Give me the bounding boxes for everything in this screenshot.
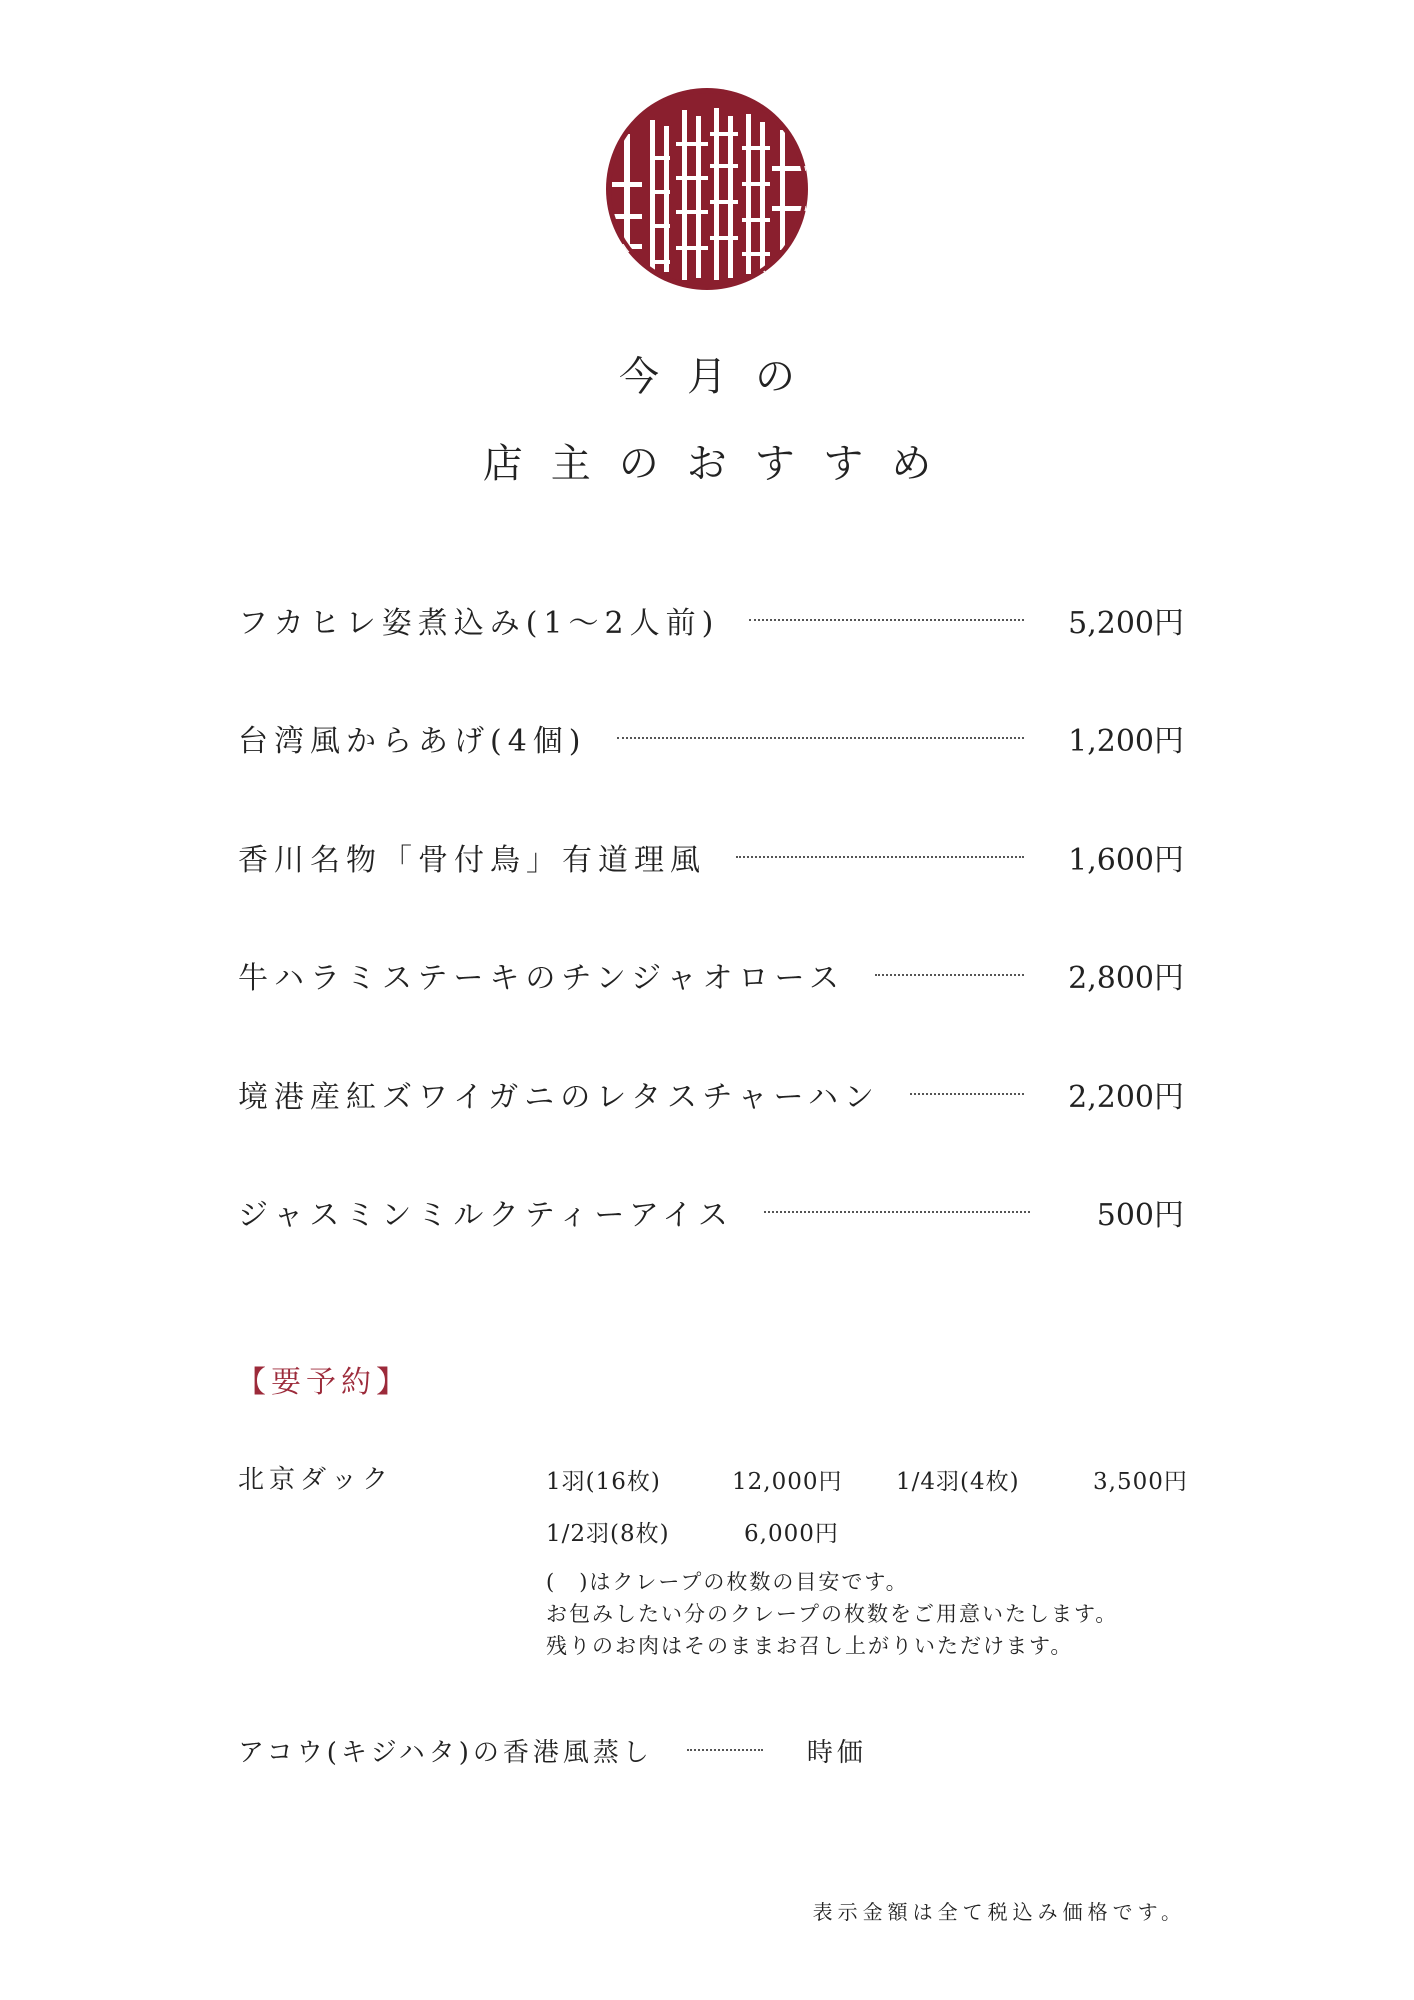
duck-option-label: 1/2羽(8枚)	[546, 1521, 670, 1547]
menu-item	[238, 714, 1184, 762]
menu-item-name: 台湾風からあげ(4個)	[238, 724, 587, 759]
reservation-heading: 【要予約】	[236, 1365, 411, 1400]
menu-item	[238, 1070, 1184, 1118]
fish-item-name: アコウ(キジハタ)の香港風蒸し	[238, 1737, 653, 1768]
dotted-leader	[875, 974, 1024, 976]
seal-icon	[604, 86, 810, 292]
dotted-leader	[749, 619, 1024, 621]
menu-item-name: 香川名物「骨付鳥」有道理風	[238, 843, 706, 878]
menu-item-price: 500円	[1096, 1198, 1184, 1233]
duck-note-line: 残りのお肉はそのままお召し上がりいただけます。	[546, 1634, 1074, 1658]
menu-item-price: 2,200円	[1068, 1080, 1184, 1115]
menu-item	[238, 596, 1184, 644]
fish-item-price: 時価	[806, 1737, 867, 1768]
menu-item-price: 5,200円	[1068, 606, 1184, 641]
duck-option-price: 12,000円	[732, 1469, 843, 1495]
menu-item	[238, 833, 1184, 881]
menu-item-name: ジャスミンミルクティーアイス	[238, 1198, 734, 1233]
dotted-leader	[687, 1749, 763, 1751]
restaurant-seal-logo	[604, 86, 810, 292]
menu-item-name: 境港産紅ズワイガニのレタスチャーハン	[238, 1080, 880, 1115]
page-title-line1: 今月の	[619, 354, 823, 400]
duck-note-line: ( )はクレープの枚数の目安です。	[546, 1570, 909, 1594]
dotted-leader	[617, 737, 1025, 739]
tax-included-note: 表示金額は全て税込み価格です。	[812, 1900, 1186, 1924]
dotted-leader	[910, 1093, 1024, 1095]
duck-option-price: 6,000円	[744, 1521, 839, 1547]
peking-duck-name: 北京ダック	[238, 1465, 394, 1495]
menu-item	[238, 1188, 1184, 1236]
page-title-line2: 店主のおすすめ	[482, 441, 960, 487]
menu-item-price: 1,200円	[1068, 724, 1184, 759]
menu-item-price: 1,600円	[1068, 843, 1184, 878]
duck-notes	[546, 1566, 1118, 1662]
fish-item	[238, 1728, 867, 1772]
menu-item	[238, 951, 1184, 999]
menu-item-price: 2,800円	[1068, 961, 1184, 996]
dotted-leader	[736, 856, 1024, 858]
menu-item-name: 牛ハラミステーキのチンジャオロース	[238, 961, 846, 996]
duck-option-label: 1/4羽(4枚)	[896, 1469, 1020, 1495]
duck-note-line: お包みしたい分のクレープの枚数をご用意いたします。	[546, 1602, 1119, 1626]
duck-option-price: 3,500円	[1093, 1469, 1188, 1495]
dotted-leader	[764, 1211, 1030, 1213]
duck-option-label: 1羽(16枚)	[546, 1469, 661, 1495]
menu-item-name: フカヒレ姿煮込み(1〜2人前)	[238, 606, 720, 641]
